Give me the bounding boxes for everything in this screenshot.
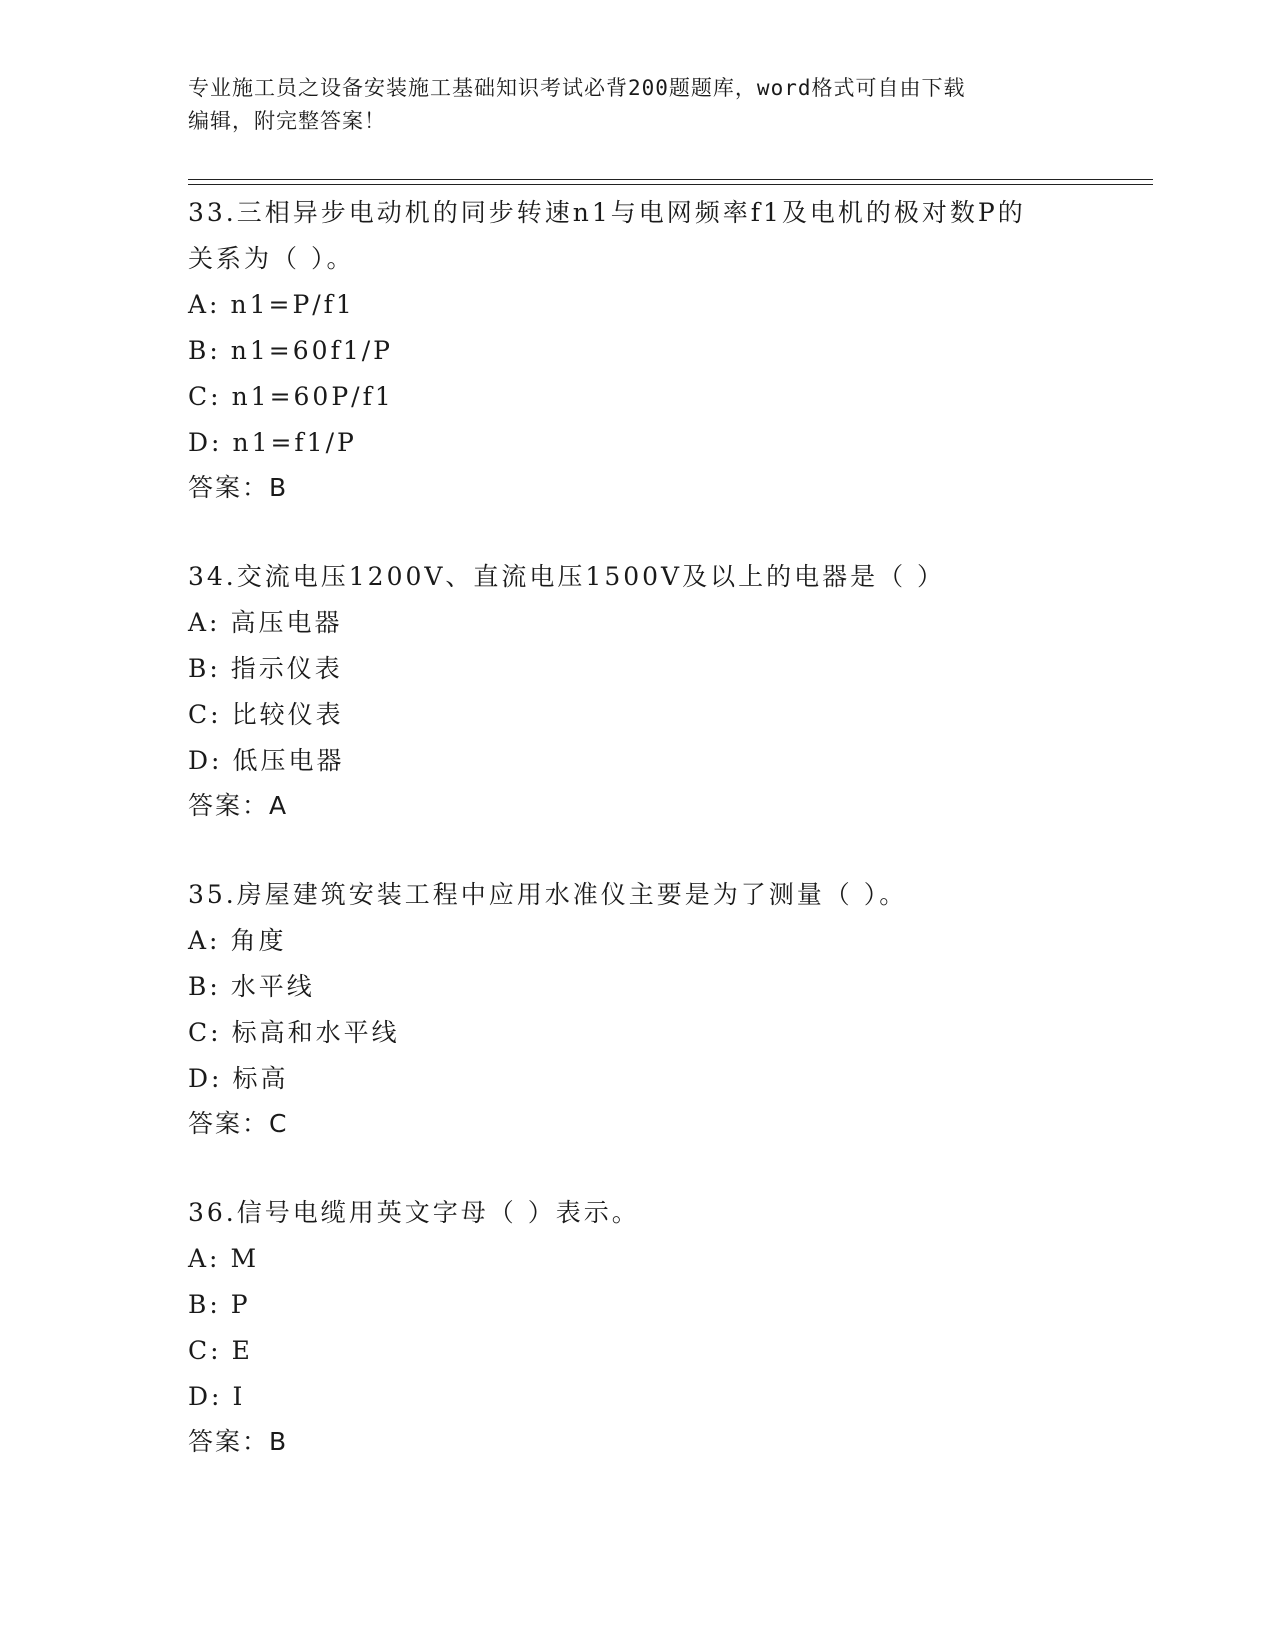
header-line-2: 编辑，附完整答案！	[188, 109, 386, 133]
option-d	[188, 1374, 1128, 1420]
option-label: C:	[188, 382, 222, 411]
option-c	[188, 374, 1128, 420]
option-text: 高压电器	[230, 608, 343, 637]
option-c	[188, 1010, 1128, 1056]
document-header	[188, 72, 1088, 138]
option-label: D:	[188, 746, 223, 775]
option-a	[188, 1236, 1128, 1282]
option-label: B:	[188, 1290, 221, 1319]
option-text: M	[230, 1244, 260, 1273]
answer-line: 答案：B	[188, 1427, 289, 1456]
option-label: C:	[188, 1336, 222, 1365]
option-text: P	[230, 1290, 251, 1319]
option-label: A:	[188, 290, 221, 319]
answer-line: 答案：C	[188, 1109, 289, 1138]
option-label: B:	[188, 972, 221, 1001]
option-text: n1=60f1/P	[230, 336, 393, 365]
option-c	[188, 692, 1128, 738]
option-label: C:	[188, 1018, 222, 1047]
option-a	[188, 282, 1128, 328]
option-label: D:	[188, 1064, 223, 1093]
option-b	[188, 328, 1128, 374]
option-label: C:	[188, 700, 222, 729]
option-d	[188, 1056, 1128, 1102]
option-c	[188, 1328, 1128, 1374]
option-b	[188, 646, 1128, 692]
option-text: 标高	[232, 1064, 289, 1093]
option-d	[188, 738, 1128, 784]
question-text-continued: 关系为（ ）。	[188, 244, 355, 273]
option-text: 低压电器	[232, 746, 345, 775]
question-35	[188, 872, 1128, 1146]
answer-line: 答案：A	[188, 791, 289, 820]
option-text: 角度	[230, 926, 287, 955]
option-d	[188, 420, 1128, 466]
question-text: 33.三相异步电动机的同步转速n1与电网频率f1及电机的极对数P的	[188, 198, 1026, 227]
question-33	[188, 190, 1128, 510]
option-text: E	[231, 1336, 253, 1365]
option-b	[188, 964, 1128, 1010]
question-34	[188, 554, 1128, 828]
answer-line: 答案：B	[188, 473, 289, 502]
option-text: 水平线	[230, 972, 315, 1001]
option-label: D:	[188, 428, 223, 457]
option-label: A:	[188, 1244, 221, 1273]
option-text: 标高和水平线	[231, 1018, 400, 1047]
option-text: 指示仪表	[230, 654, 343, 683]
question-text: 36.信号电缆用英文字母（ ）表示。	[188, 1198, 640, 1227]
option-text: n1=P/f1	[230, 290, 355, 319]
header-line-1: 专业施工员之设备安装施工基础知识考试必背200题题库，word格式可自由下载	[188, 76, 966, 100]
option-label: A:	[188, 926, 221, 955]
header-divider-bottom	[188, 184, 1153, 185]
option-a	[188, 600, 1128, 646]
option-b	[188, 1282, 1128, 1328]
option-label: B:	[188, 654, 221, 683]
option-text: n1=f1/P	[232, 428, 357, 457]
option-label: B:	[188, 336, 221, 365]
option-text: I	[232, 1382, 246, 1411]
option-text: 比较仪表	[231, 700, 344, 729]
option-label: A:	[188, 608, 221, 637]
option-a	[188, 918, 1128, 964]
question-text: 34.交流电压1200V、直流电压1500V及以上的电器是（ ）	[188, 562, 946, 591]
option-text: n1=60P/f1	[231, 382, 394, 411]
header-divider-top	[188, 179, 1153, 180]
question-list	[188, 190, 1128, 1508]
question-36	[188, 1190, 1128, 1464]
question-text: 35.房屋建筑安装工程中应用水准仪主要是为了测量（ ）。	[188, 880, 908, 909]
option-label: D:	[188, 1382, 223, 1411]
